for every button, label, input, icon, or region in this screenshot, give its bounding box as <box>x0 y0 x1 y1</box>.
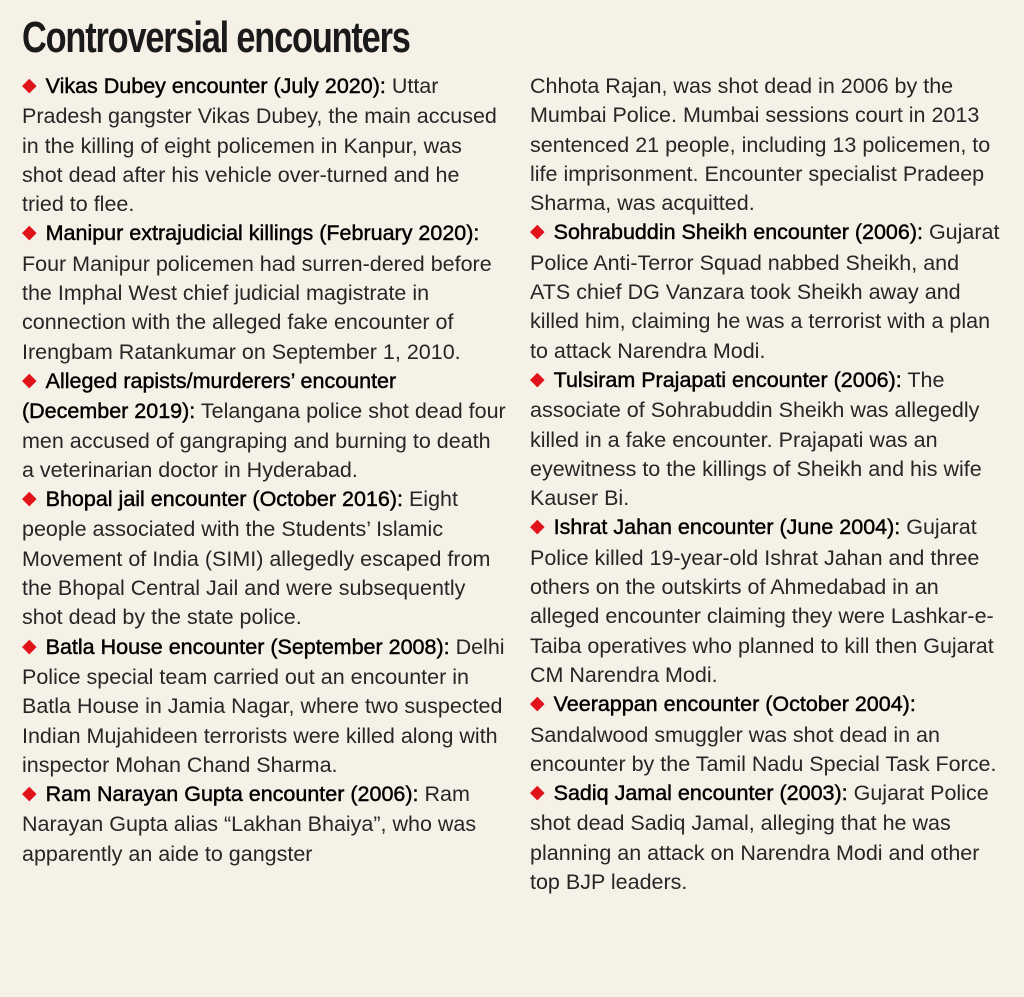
entry-sadiq-jamal <box>530 779 1004 897</box>
entry-telangana <box>22 367 506 485</box>
red-diamond-icon: ◆ <box>22 369 37 391</box>
entry-body: The associate of Sohrabuddin Sheikh was allegedly killed in a fake encounter. Prajapati was an eyewitness to the killings of Sheikh and his wife Kauser Bi. <box>530 367 982 511</box>
entry-body: Uttar Pradesh gangster Vikas Dubey, the main accused in the killing of eight policemen in Kanpur, was shot dead after his vehicle over-turned and he tried to flee. <box>22 74 497 217</box>
entry-heading: Sohrabuddin Sheikh encounter (2006): <box>553 220 923 245</box>
entry-ram-narayan-gupta <box>22 780 506 869</box>
entry-tulsiram <box>530 366 1004 513</box>
entry-manipur <box>22 219 506 366</box>
entry-body: Telangana police shot dead four men accused of gangraping and burning to death a veterinarian doctor in Hyderabad. <box>22 399 506 482</box>
entry-heading: Sadiq Jamal encounter (2003): <box>553 781 848 806</box>
page-title: Controversial encounters <box>22 13 410 62</box>
entry-body: Chhota Rajan, was shot dead in 2006 by the Mumbai Police. Mumbai sessions court in 2013 sentenced 21 people, including 13 policemen, to life imprisonment. Encounter specialist Pradeep Sharma, was acquitted. <box>530 74 991 216</box>
entry-body: Ram Narayan Gupta alias “Lakhan Bhaiya”, who was apparently an aide to gangster <box>22 782 477 866</box>
entry-body: Delhi Police special team carried out an encounter in Batla House in Jamia Nagar, where two suspected Indian Mujahideen terrorists were killed along with inspector Mohan Chand Sharma. <box>22 634 505 777</box>
entry-batla-house <box>22 633 506 780</box>
entry-body: Sandalwood smuggler was shot dead in an encounter by the Tamil Nadu Special Task Force. <box>530 722 997 776</box>
red-diamond-icon: ◆ <box>22 75 37 96</box>
entry-heading: Veerappan encounter (October 2004): <box>553 692 916 717</box>
entry-bhopal <box>22 485 506 632</box>
entry-continuation <box>530 72 1004 218</box>
entry-heading: Vikas Dubey encounter (July 2020): <box>45 74 386 98</box>
entry-sohrabuddin <box>530 218 1004 365</box>
entry-ishrat-jahan <box>530 513 1004 690</box>
entry-body: Gujarat Police Anti-Terror Squad nabbed Sheikh, and ATS chief DG Vanzara took Sheikh away and killed him, claiming he was a terrorist with a plan to attack Narendra Modi. <box>530 220 1000 363</box>
red-diamond-icon: ◆ <box>530 368 545 390</box>
entry-heading: Tulsiram Prajapati encounter (2006): <box>553 367 902 392</box>
red-diamond-icon: ◆ <box>22 488 37 510</box>
red-diamond-icon: ◆ <box>22 635 37 657</box>
red-diamond-icon: ◆ <box>530 693 545 715</box>
entry-heading: Manipur extrajudicial killings (February 2020): <box>45 221 480 246</box>
content-columns <box>22 72 1004 897</box>
entry-veerappan <box>530 690 1004 779</box>
entry-body: Gujarat Police killed 19-year-old Ishrat Jahan and three others on the outskirts of Ahmedabad in an alleged encounter claiming they were Lashkar-e-Taiba operatives who planned to kill then Gujarat CM Narendra Modi. <box>530 515 994 687</box>
entry-heading: Batla House encounter (September 2008): <box>45 634 450 659</box>
entry-body: Gujarat Police shot dead Sadiq Jamal, alleging that he was planning an attack on Narendra Modi and other top BJP leaders. <box>530 781 989 895</box>
right-column <box>530 72 1004 897</box>
red-diamond-icon: ◆ <box>22 222 37 244</box>
red-diamond-icon: ◆ <box>22 783 37 805</box>
left-column <box>22 72 506 897</box>
red-diamond-icon: ◆ <box>530 516 545 538</box>
entry-heading: Bhopal jail encounter (October 2016): <box>45 487 403 512</box>
entry-heading: Alleged rapists/murderers’ encounter (December 2019): <box>22 368 397 424</box>
red-diamond-icon: ◆ <box>530 782 545 804</box>
entry-vikas-dubey <box>22 72 506 219</box>
entry-body: Eight people associated with the Students’ Islamic Movement of India (SIMI) allegedly escaped from the Bhopal Central Jail and were subsequently shot dead by the state police. <box>22 487 491 630</box>
entry-heading: Ram Narayan Gupta encounter (2006): <box>45 782 419 807</box>
red-diamond-icon: ◆ <box>530 221 545 243</box>
entry-heading: Ishrat Jahan encounter (June 2004): <box>553 515 901 540</box>
entry-body: Four Manipur policemen had surren-dered before the Imphal West chief judicial magistrate in connection with the alleged fake encounter of Irengbam Ratankumar on September 1, 2010. <box>22 251 492 364</box>
